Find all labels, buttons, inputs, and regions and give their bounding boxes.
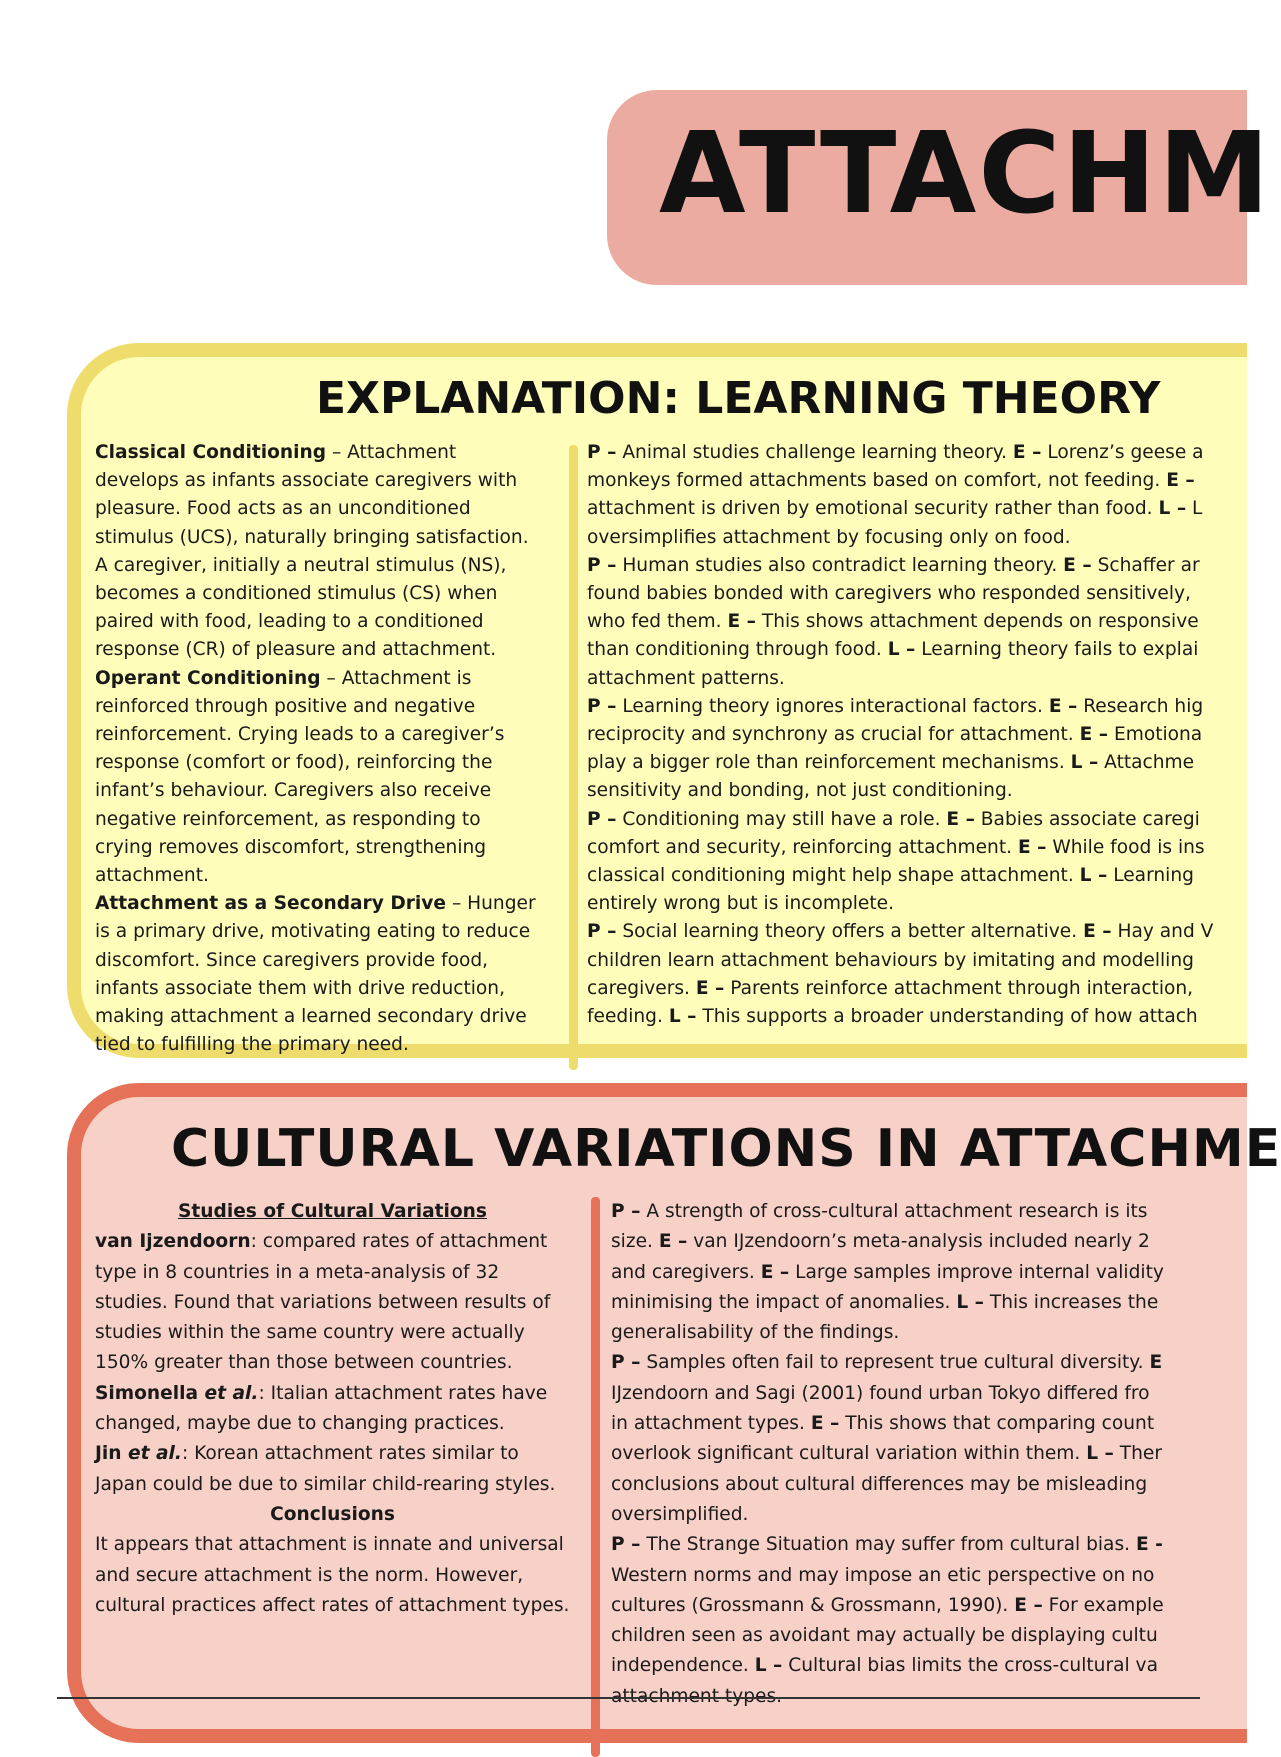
evaluation-marker: L – (1158, 498, 1187, 520)
study-label-em: et al. (204, 1382, 259, 1404)
evaluation-text: This shows that comparing count (839, 1413, 1155, 1435)
evaluation-text: independence. (611, 1655, 755, 1677)
evaluation-text: This increases the (983, 1291, 1159, 1313)
conclusions-heading-text: Conclusions (270, 1503, 395, 1525)
learning-theory-heading: EXPLANATION: LEARNING THEORY (316, 373, 1161, 424)
evaluation-marker: P – (611, 1352, 641, 1374)
evaluation-line (611, 1318, 1251, 1348)
explanation-label: Classical Conditioning (95, 442, 327, 463)
evaluation-marker: P – (587, 808, 617, 830)
evaluation-text: children seen as avoidant may actually be displaying cultu (611, 1625, 1158, 1647)
evaluation-text: Ther (1113, 1443, 1162, 1465)
study-paragraph (95, 1227, 570, 1378)
explanation-label: Attachment as a Secondary Drive (95, 893, 447, 915)
evaluation-line (587, 608, 1227, 636)
evaluation-marker: P – (611, 1201, 641, 1222)
evaluation-text: size. (611, 1231, 659, 1253)
evaluation-line (587, 777, 1227, 805)
evaluation-marker: P – (587, 442, 617, 463)
evaluation-marker: L – (956, 1291, 984, 1313)
evaluation-marker: E – (1012, 442, 1042, 463)
evaluation-text: generalisability of the findings. (611, 1322, 900, 1344)
evaluation-text: Learning (1107, 865, 1194, 887)
evaluation-line (587, 834, 1227, 862)
studies-heading-text: Studies of Cultural Variations (178, 1201, 487, 1222)
evaluation-marker: L – (668, 1006, 697, 1028)
evaluation-text: Learning theory ignores interactional factors. (616, 695, 1049, 717)
evaluation-line (587, 580, 1227, 608)
title-banner (607, 90, 1272, 285)
explanation-text: – Attachment is reinforced through positive and negative reinforcement. Crying leads to a caregiver’s response (comfort or food), reinforcing the infant’s behaviour. Caregivers also receive negative reinforcement, as responding to crying removes discomfort, strengthening attachment. (95, 667, 505, 887)
evaluation-marker: L – (1070, 752, 1099, 774)
study-paragraph (95, 1439, 570, 1500)
evaluation-text: sensitivity and bonding, not just conditioning. (587, 780, 1013, 802)
evaluation-text: Cultural bias limits the cross-cultural va (782, 1655, 1158, 1677)
evaluation-text: While food is ins (1046, 836, 1205, 858)
evaluation-text: comfort and security, reinforcing attachment. (587, 836, 1018, 858)
bottom-rule (57, 1697, 1200, 1699)
cultural-studies (95, 1197, 570, 1621)
evaluation-line (611, 1500, 1251, 1530)
evaluation-line (611, 1197, 1251, 1227)
study-text: : Italian attachment rates have changed, maybe due to changing practices. (95, 1382, 548, 1435)
evaluation-line (611, 1409, 1251, 1439)
evaluation-text: found babies bonded with caregivers who responded sensitively, (587, 583, 1191, 605)
evaluation-text: oversimplifies attachment by focusing only on food. (587, 526, 1071, 548)
evaluation-text: Large samples improve internal validity (789, 1261, 1164, 1283)
evaluation-text: children learn attachment behaviours by imitating and modelling (587, 949, 1194, 971)
evaluation-marker: L – (1086, 1443, 1114, 1465)
evaluation-text: Hay and V (1111, 921, 1214, 943)
evaluation-text: caregivers. (587, 977, 696, 999)
evaluation-marker: E (1149, 1352, 1163, 1374)
evaluation-line (611, 1621, 1251, 1651)
evaluation-text: IJzendoorn and Sagi (2001) found urban Tokyo differed fro (611, 1382, 1150, 1404)
evaluation-line (611, 1288, 1251, 1318)
evaluation-line (611, 1561, 1251, 1591)
evaluation-text: oversimplified. (611, 1503, 749, 1525)
evaluation-text: Lorenz’s geese a (1041, 442, 1204, 463)
evaluation-marker: E – (946, 808, 975, 830)
evaluation-text: This shows attachment depends on responsive (755, 611, 1199, 633)
evaluation-line (587, 693, 1227, 721)
evaluation-text: Social learning theory offers a better alternative. (616, 921, 1084, 943)
explanation-paragraph (95, 439, 541, 665)
conclusions-heading (95, 1500, 570, 1530)
evaluation-line (611, 1379, 1251, 1409)
evaluation-text: This supports a broader understanding of how attach (696, 1006, 1198, 1028)
evaluation-marker: E – (1079, 724, 1109, 746)
evaluation-text: Emotiona (1108, 724, 1203, 746)
learning-theory-explanations (95, 439, 541, 1059)
evaluation-line (587, 862, 1227, 890)
evaluation-line (587, 439, 1227, 467)
evaluation-marker: E – (1014, 1594, 1043, 1616)
cultural-variations-heading: CULTURAL VARIATIONS IN ATTACHME (171, 1119, 1281, 1179)
column-divider (591, 1197, 600, 1757)
evaluation-text: feeding. (587, 1006, 669, 1028)
evaluation-text: Samples often fail to represent true cultural diversity. (640, 1352, 1150, 1374)
evaluation-text: Schaffer ar (1091, 554, 1200, 576)
evaluation-marker: E – (695, 977, 725, 999)
evaluation-marker: E – (1166, 470, 1195, 492)
evaluation-line (611, 1439, 1251, 1469)
evaluation-line (611, 1651, 1251, 1681)
evaluation-line (587, 636, 1227, 664)
evaluation-marker: E - (1135, 1534, 1163, 1556)
evaluation-text: cultures (Grossmann & Grossmann, 1990). (611, 1594, 1015, 1616)
evaluation-marker: E – (727, 611, 756, 633)
evaluation-text: play a bigger role than reinforcement mechanisms. (587, 752, 1071, 774)
evaluation-line (587, 552, 1227, 580)
study-paragraph (95, 1379, 570, 1440)
evaluation-text: For example (1042, 1594, 1164, 1616)
evaluation-line (587, 665, 1227, 693)
evaluation-line (587, 721, 1227, 749)
evaluation-line (587, 806, 1227, 834)
evaluation-text: entirely wrong but is incomplete. (587, 893, 895, 915)
evaluation-text: The Strange Situation may suffer from cultural bias. (640, 1534, 1136, 1556)
study-text: : compared rates of attachment type in 8 countries in a meta-analysis of 32 studies. Found that variations between results of studies within the same country were actually 150% greater than those between countries. (95, 1231, 551, 1374)
learning-theory-panel (67, 343, 1247, 1058)
evaluation-line (611, 1258, 1251, 1288)
studies-heading (95, 1197, 570, 1227)
study-label-em: et al. (128, 1443, 182, 1465)
evaluation-marker: E – (1083, 921, 1112, 943)
evaluation-line (587, 918, 1227, 946)
evaluation-text: van IJzendoorn’s meta-analysis included nearly 2 (687, 1231, 1150, 1253)
evaluation-line (587, 890, 1227, 918)
evaluation-line (587, 1003, 1227, 1031)
evaluation-text: Research hig (1077, 695, 1204, 717)
evaluation-line (611, 1348, 1251, 1378)
evaluation-marker: P – (587, 695, 617, 717)
page-title: ATTACHM (659, 109, 1272, 239)
column-divider (569, 445, 578, 1070)
evaluation-marker: E – (1017, 836, 1047, 858)
evaluation-line (587, 975, 1227, 1003)
evaluation-line (611, 1530, 1251, 1560)
evaluation-line (611, 1227, 1251, 1257)
evaluation-text: Learning theory fails to explai (915, 639, 1199, 661)
evaluation-text: who fed them. (587, 611, 728, 633)
evaluation-line (587, 749, 1227, 777)
evaluation-text: and caregivers. (611, 1261, 761, 1283)
evaluation-marker: P – (587, 554, 617, 576)
evaluation-text: Attachme (1098, 752, 1195, 774)
evaluation-marker: P – (611, 1534, 641, 1556)
evaluation-marker: L – (887, 639, 916, 661)
evaluation-text: in attachment types. (611, 1413, 811, 1435)
explanation-paragraph (95, 890, 541, 1059)
evaluation-text: Animal studies challenge learning theory. (616, 442, 1013, 463)
evaluation-text: conclusions about cultural differences may be misleading (611, 1473, 1148, 1495)
evaluation-text: L (1186, 498, 1203, 520)
evaluation-text: classical conditioning might help shape attachment. (587, 865, 1080, 887)
evaluation-text: Western norms and may impose an etic perspective on no (611, 1564, 1155, 1586)
evaluation-text: overlook significant cultural variation within them. (611, 1443, 1087, 1465)
evaluation-marker: E – (1048, 695, 1078, 717)
explanation-text: – Attachment develops as infants associate caregivers with pleasure. Food acts as an unconditioned stimulus (UCS), naturally bringing satisfaction. A caregiver, initially a neutral stimulus (NS), becomes a conditioned stimulus (CS) when paired with food, leading to a conditioned response (CR) of pleasure and attachment. (95, 442, 529, 661)
evaluation-marker: L – (1079, 865, 1108, 887)
study-label: van Ijzendoorn (95, 1231, 251, 1253)
evaluation-text: attachment is driven by emotional security rather than food. (587, 498, 1159, 520)
evaluation-marker: E – (810, 1413, 840, 1435)
evaluation-text: Human studies also contradict learning theory. (616, 554, 1064, 576)
evaluation-text: reciprocity and synchrony as crucial for attachment. (587, 724, 1080, 746)
evaluation-line (587, 467, 1227, 495)
evaluation-text: minimising the impact of anomalies. (611, 1291, 957, 1313)
cultural-variations-panel (67, 1083, 1281, 1743)
evaluation-line (587, 947, 1227, 975)
evaluation-marker: E – (1063, 554, 1092, 576)
evaluation-line (611, 1470, 1251, 1500)
cultural-variations-evaluation (611, 1197, 1251, 1712)
evaluation-text: attachment patterns. (587, 667, 785, 689)
study-text: : Korean attachment rates similar to Japan could be due to similar child-rearing styles. (95, 1443, 556, 1495)
explanation-label: Operant Conditioning (95, 667, 321, 689)
conclusions-text: It appears that attachment is innate and universal and secure attachment is the norm. However, cultural practices affect rates of attachment types. (95, 1534, 570, 1616)
evaluation-text: Conditioning may still have a role. (616, 808, 947, 830)
evaluation-marker: P – (587, 921, 617, 943)
evaluation-line (587, 524, 1227, 552)
evaluation-line (587, 495, 1227, 523)
evaluation-text: than conditioning through food. (587, 639, 888, 661)
evaluation-text: Parents reinforce attachment through interaction, (724, 977, 1194, 999)
study-label: Simonella (95, 1382, 205, 1404)
evaluation-marker: E – (760, 1261, 790, 1283)
evaluation-line (611, 1591, 1251, 1621)
learning-theory-evaluation (587, 439, 1227, 1031)
evaluation-marker: E – (658, 1231, 688, 1253)
study-label: Jin (95, 1443, 129, 1465)
evaluation-marker: L – (754, 1655, 783, 1677)
explanation-text: – Hunger is a primary drive, motivating eating to reduce discomfort. Since caregivers provide food, infants associate them with drive reduction, making attachment a learned secondary drive tied to fulfilling the primary need. (95, 893, 536, 1056)
explanation-paragraph (95, 665, 541, 891)
evaluation-text: monkeys formed attachments based on comfort, not feeding. (587, 470, 1167, 492)
evaluation-text: A strength of cross-cultural attachment research is its (640, 1201, 1148, 1222)
evaluation-text: Babies associate caregi (974, 808, 1200, 830)
